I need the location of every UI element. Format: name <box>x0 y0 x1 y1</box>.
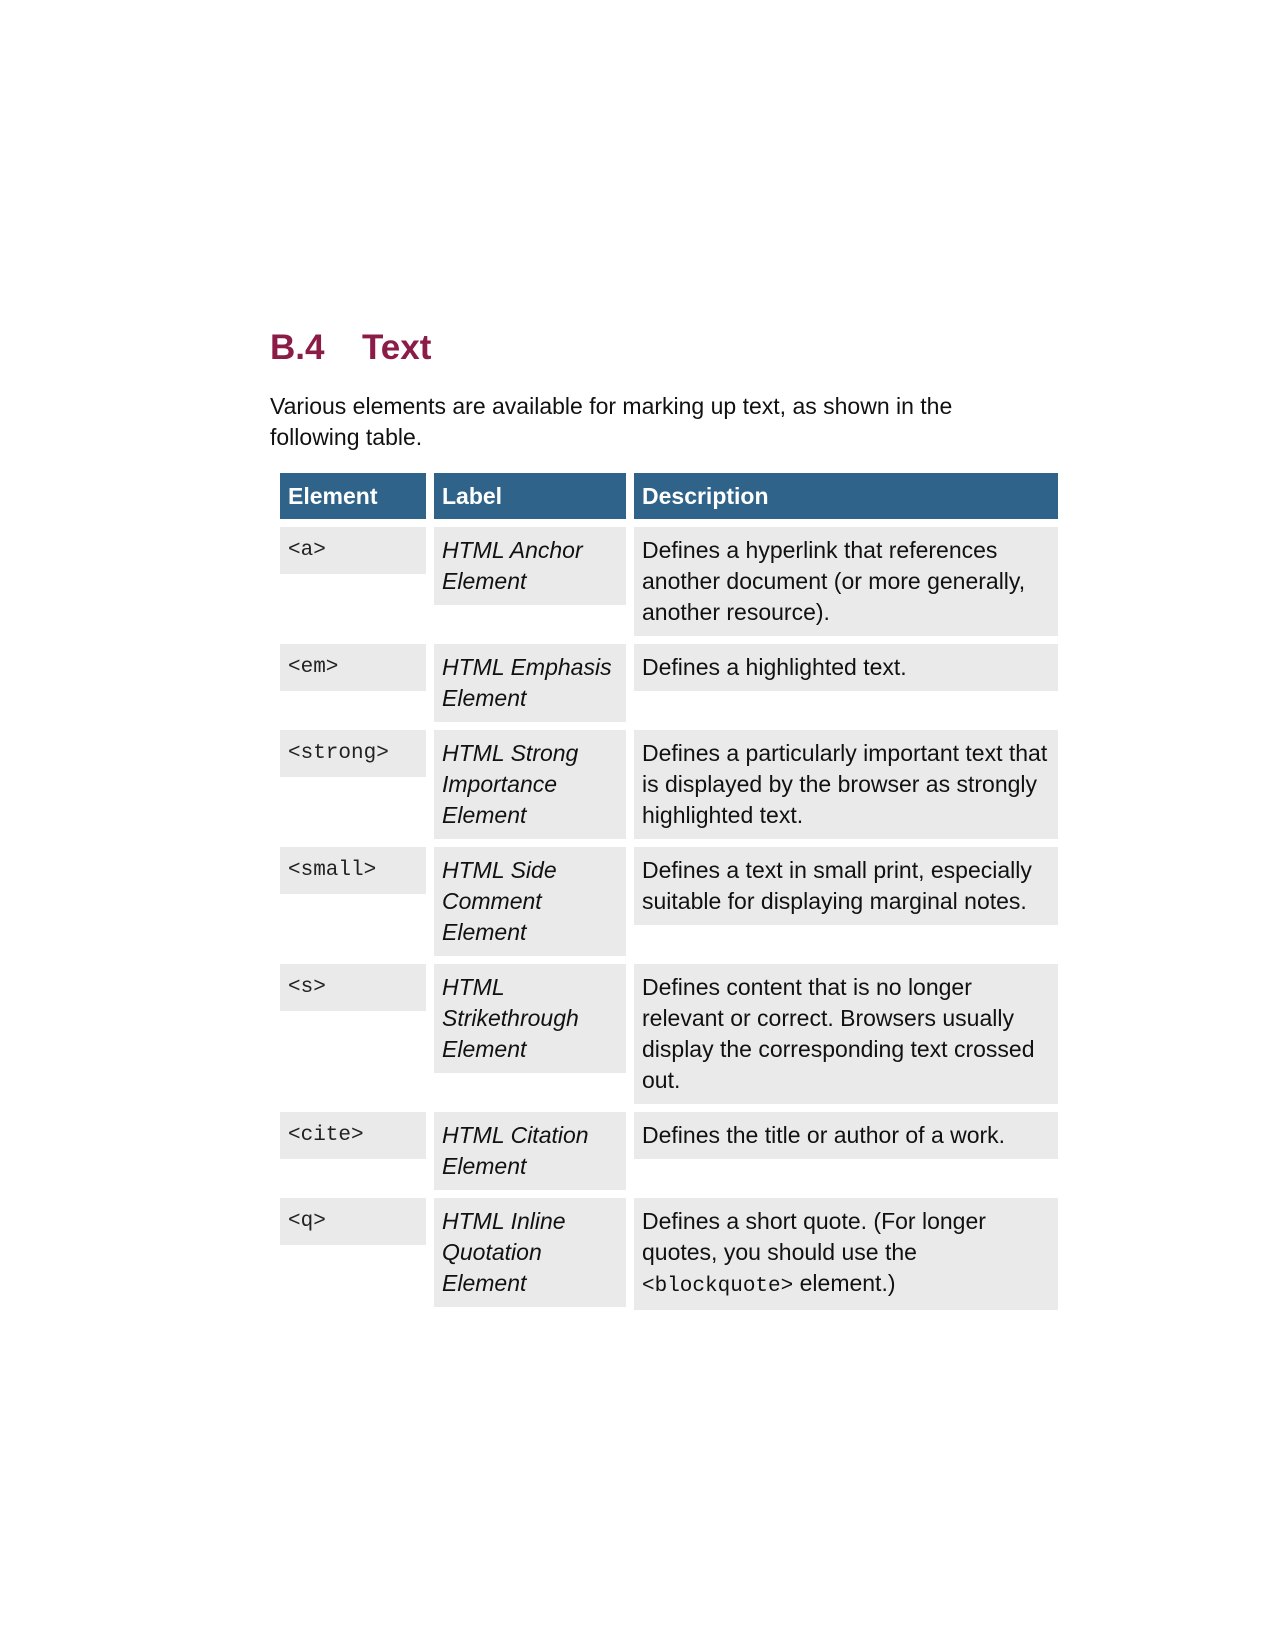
table-row <box>280 847 1058 956</box>
element-cell: <s> <box>280 964 426 1011</box>
element-cell: <a> <box>280 527 426 574</box>
section-heading <box>270 330 431 365</box>
section-title: Text <box>362 328 432 367</box>
description-cell: Defines content that is no longer relevant or correct. Browsers usually display the corresponding text crossed out. <box>634 964 1058 1104</box>
label-cell: HTML Side Comment Element <box>434 847 626 956</box>
element-cell: <small> <box>280 847 426 894</box>
table-row <box>280 644 1058 722</box>
description-text-before: Defines a short quote. (For longer quotes, you should use the <box>642 1208 986 1265</box>
description-cell <box>634 1198 1058 1310</box>
table-row <box>280 730 1058 839</box>
description-cell: Defines a text in small print, especially suitable for displaying marginal notes. <box>634 847 1058 925</box>
label-cell: HTML Anchor Element <box>434 527 626 605</box>
element-cell: <q> <box>280 1198 426 1245</box>
label-cell: HTML Strong Importance Element <box>434 730 626 839</box>
header-label: Label <box>434 473 626 519</box>
header-element: Element <box>280 473 426 519</box>
label-cell: HTML Strikethrough Element <box>434 964 626 1073</box>
intro-paragraph: Various elements are available for marking up text, as shown in the following table. <box>270 393 953 450</box>
description-cell: Defines a particularly important text that is displayed by the browser as strongly highlighted text. <box>634 730 1058 839</box>
element-cell: <cite> <box>280 1112 426 1159</box>
description-cell: Defines a highlighted text. <box>634 644 1058 691</box>
text-elements-table <box>272 465 1066 1318</box>
header-description: Description <box>634 473 1058 519</box>
table-header-row <box>280 473 1058 519</box>
table-row <box>280 1112 1058 1190</box>
element-cell: <em> <box>280 644 426 691</box>
description-cell: Defines a hyperlink that references another document (or more generally, another resource). <box>634 527 1058 636</box>
label-cell: HTML Citation Element <box>434 1112 626 1190</box>
table-row <box>280 1198 1058 1310</box>
description-text-after: element.) <box>793 1270 896 1296</box>
section-number: B.4 <box>270 328 325 367</box>
label-cell: HTML Inline Quotation Element <box>434 1198 626 1307</box>
description-cell: Defines the title or author of a work. <box>634 1112 1058 1159</box>
label-cell: HTML Emphasis Element <box>434 644 626 722</box>
table-row <box>280 964 1058 1104</box>
table-row <box>280 527 1058 636</box>
element-cell: <strong> <box>280 730 426 777</box>
blockquote-code: <blockquote> <box>642 1275 794 1298</box>
